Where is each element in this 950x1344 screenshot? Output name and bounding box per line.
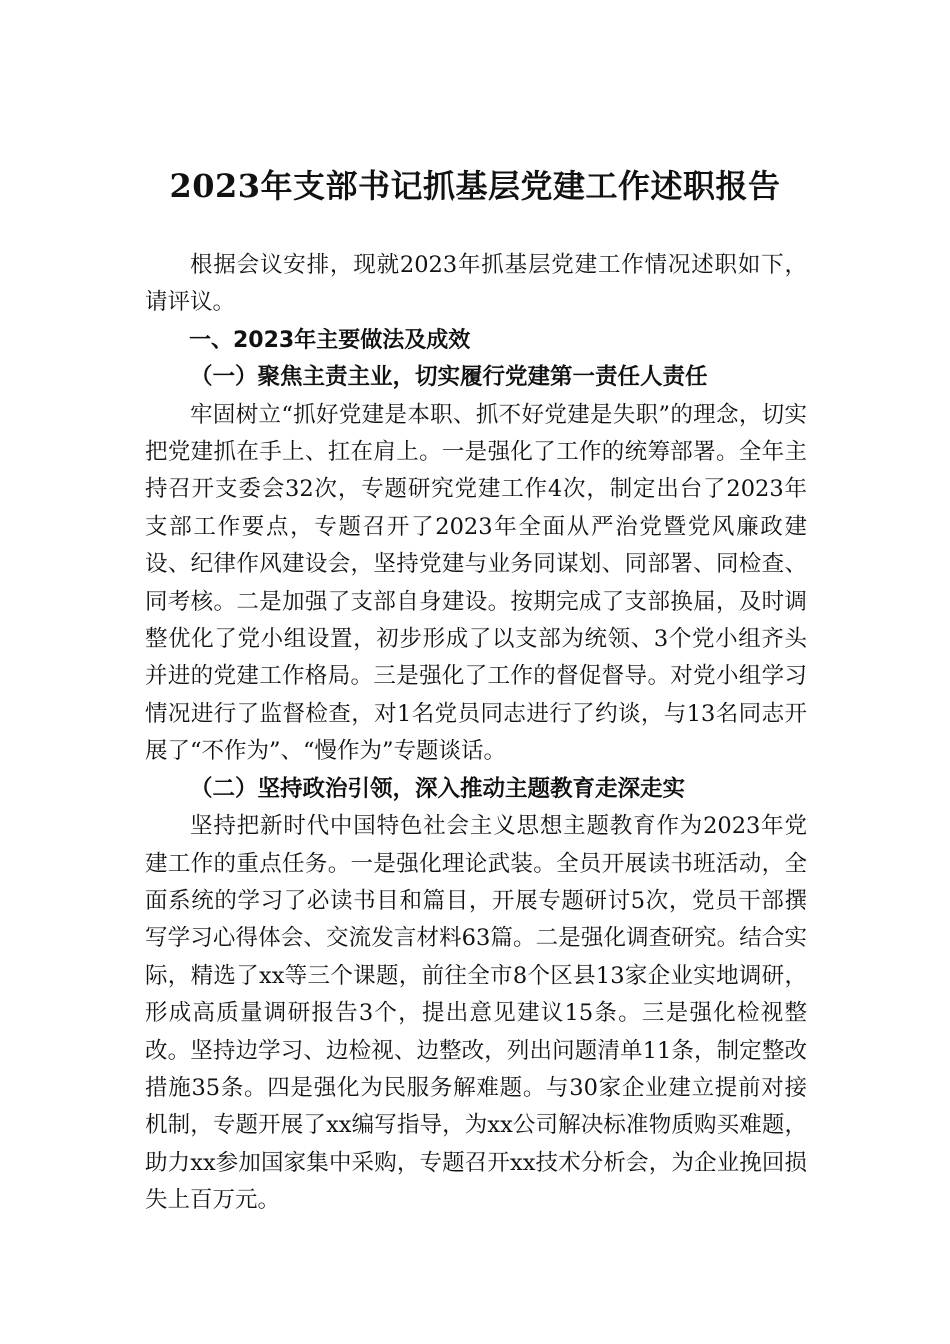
document-body	[145, 247, 807, 1220]
subsection-paragraph-2: 坚持把新时代中国特色社会主义思想主题教育作为2023年党建工作的重点任务。一是强化理论武装。全员开展读书班活动，全面系统的学习了必读书目和篇目，开展专题研讨5次，党员干部撰写学习心得体会、交流发言材料63篇。二是强化调查研究。结合实际，精选了xx等三个课题，前往全市8个区县13家企业实地调研，形成高质量调研报告3个，提出意见建议15条。三是强化检视整改。坚持边学习、边检视、边整改，列出问题清单11条，制定整改措施35条。四是强化为民服务解难题。与30家企业建立提前对接机制，专题开展了xx编写指导，为xx公司解决标准物质购买难题，助力xx参加国家集中采购，专题召开xx技术分析会，为企业挽回损失上百万元。	[145, 813, 807, 1214]
subsection-paragraph-1: 牢固树立“抓好党建是本职、抓不好党建是失职”的理念，切实把党建抓在手上、扛在肩上。一是强化了工作的统筹部署。全年主持召开支委会32次，专题研究党建工作4次，制定出台了2023年支部工作要点，专题召开了2023年全面从严治党暨党风廉政建设、纪律作风建设会，坚持党建与业务同谋划、同部署、同检查、同考核。二是加强了支部自身建设。按期完成了支部换届，及时调整优化了党小组设置，初步形成了以支部为统领、3个党小组齐头并进的党建工作格局。三是强化了工作的督促督导。对党小组学习情况进行了监督检查，对1名党员同志进行了约谈，与13名同志开展了“不作为”、“慢作为”专题谈话。	[145, 401, 807, 765]
subsection-heading-2: （二）坚持政治引领，深入推动主题教育走深走实	[190, 775, 686, 802]
subsection-heading-1: （一）聚焦主责主业，切实履行党建第一责任人责任	[190, 364, 708, 391]
section-heading-1: 一、2023年主要做法及成效	[189, 327, 471, 353]
document-title: 2023年支部书记抓基层党建工作述职报告	[169, 167, 781, 205]
intro-paragraph: 根据会议安排，现就2023年抓基层党建工作情况述职如下，请评议。	[145, 252, 807, 316]
